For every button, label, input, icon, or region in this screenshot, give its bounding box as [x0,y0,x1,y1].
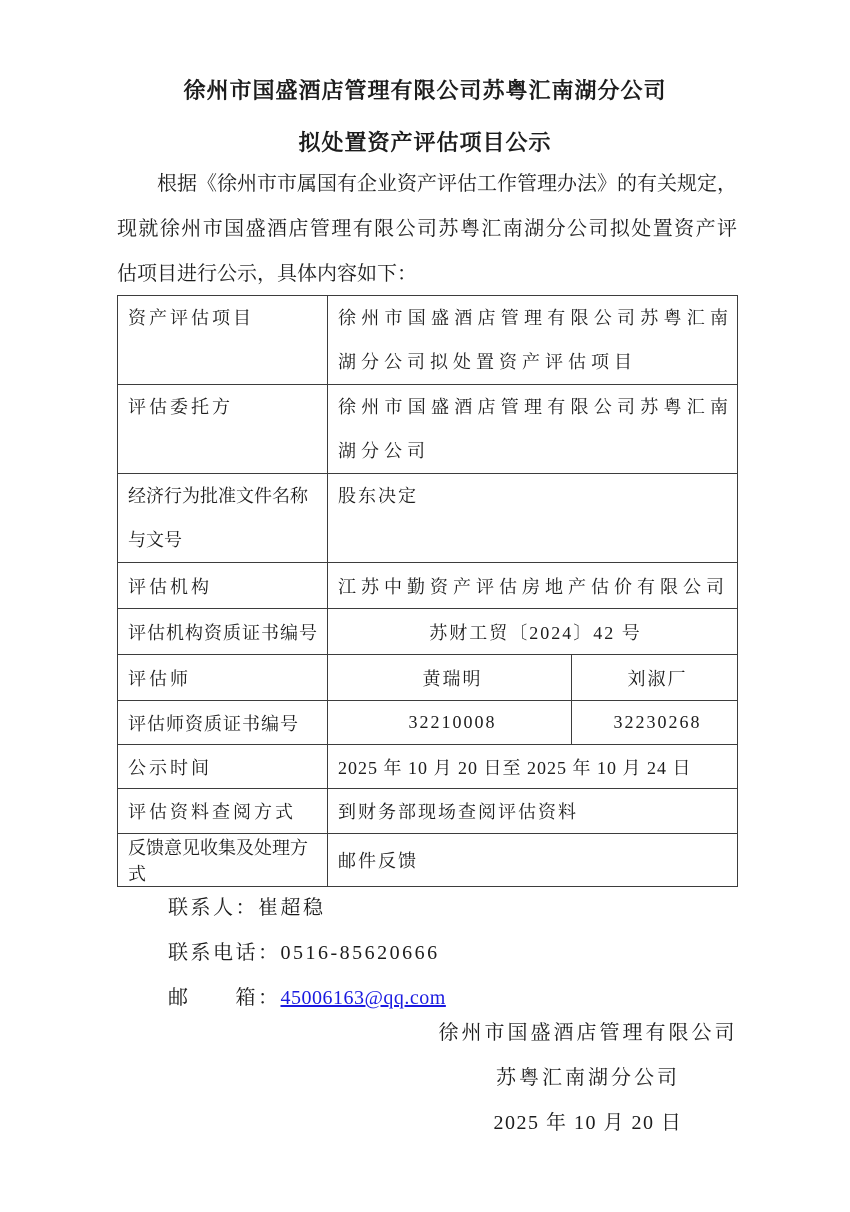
row-label-cell: 公示时间 [118,745,328,789]
row-label-cell: 资产评估项目 [118,296,328,385]
row-value-cell-2: 刘淑厂 [572,655,738,701]
table-row [118,701,738,745]
contact-email-label: 邮 箱： [168,987,281,1009]
table-row [118,745,738,789]
row-label-cell: 评估委托方 [118,385,328,474]
row-value-cell: 2025 年 10 月 20 日至 2025 年 10 月 24 日 [328,745,738,789]
intro-paragraph [117,162,737,297]
row-value-cell: 到财务部现场查阅评估资料 [328,789,738,834]
contact-phone-number: 0516-85620666 [280,942,440,964]
table-row [118,296,738,385]
row-value-cell-2: 32230268 [572,701,738,745]
row-value-cell: 苏财工贸〔2024〕42 号 [328,609,738,655]
email-link[interactable]: 45006163@qq.com [280,987,446,1009]
table-row [118,655,738,701]
table-row [118,609,738,655]
table-row [118,834,738,887]
table-row [118,474,738,563]
intro-line-3: 估项目进行公示，具体内容如下： [117,263,417,285]
doc-title-line1: 徐州市国盛酒店管理有限公司苏粤汇南湖分公司 [183,78,667,103]
intro-line-1: 根据《徐州市市属国有企业资产评估工作管理办法》的有关规定， [157,173,737,195]
contact-block [168,886,446,1021]
table-row [118,789,738,834]
row-value-cell: 邮件反馈 [328,834,738,887]
row-value-cell: 股东决定 [328,474,738,563]
table-row [118,385,738,474]
contact-phone-label: 联系电话： [168,942,281,964]
row-label-cell: 评估机构 [118,563,328,609]
row-label-cell: 评估师 [118,655,328,701]
row-label-cell: 评估机构资质证书编号 [118,609,328,655]
intro-line-2: 现就徐州市国盛酒店管理有限公司苏粤汇南湖分公司拟处置资产评 [117,218,737,240]
row-value-cell: 徐州市国盛酒店管理有限公司苏粤汇南湖分公司 [328,385,738,474]
row-value-cell-1: 黄瑞明 [328,655,572,701]
signature-block [428,1011,748,1146]
contact-email-line [168,976,446,1021]
row-label-cell: 评估资料查阅方式 [118,789,328,834]
row-value-cell-1: 32210008 [328,701,572,745]
signature-date: 2025 年 10 月 20 日 [493,1112,683,1134]
contact-person-name: 崔超稳 [258,897,326,919]
row-value-cell: 徐州市国盛酒店管理有限公司苏粤汇南湖分公司拟处置资产评估项目 [328,296,738,385]
table-row [118,563,738,609]
row-label-cell: 评估师资质证书编号 [118,701,328,745]
signature-company-line2: 苏粤汇南湖分公司 [496,1067,680,1089]
row-label-cell: 经济行为批准文件名称与文号 [118,474,328,563]
contact-person-label: 联系人： [168,897,258,919]
row-value-cell: 江苏中勤资产评估房地产估价有限公司 [328,563,738,609]
signature-company-line1: 徐州市国盛酒店管理有限公司 [438,1022,738,1044]
contact-phone-line [168,931,446,976]
info-table [117,295,738,887]
row-label-cell: 反馈意见收集及处理方式 [118,834,328,887]
doc-title-line2: 拟处置资产评估项目公示 [298,130,552,155]
contact-person-line [168,886,446,931]
